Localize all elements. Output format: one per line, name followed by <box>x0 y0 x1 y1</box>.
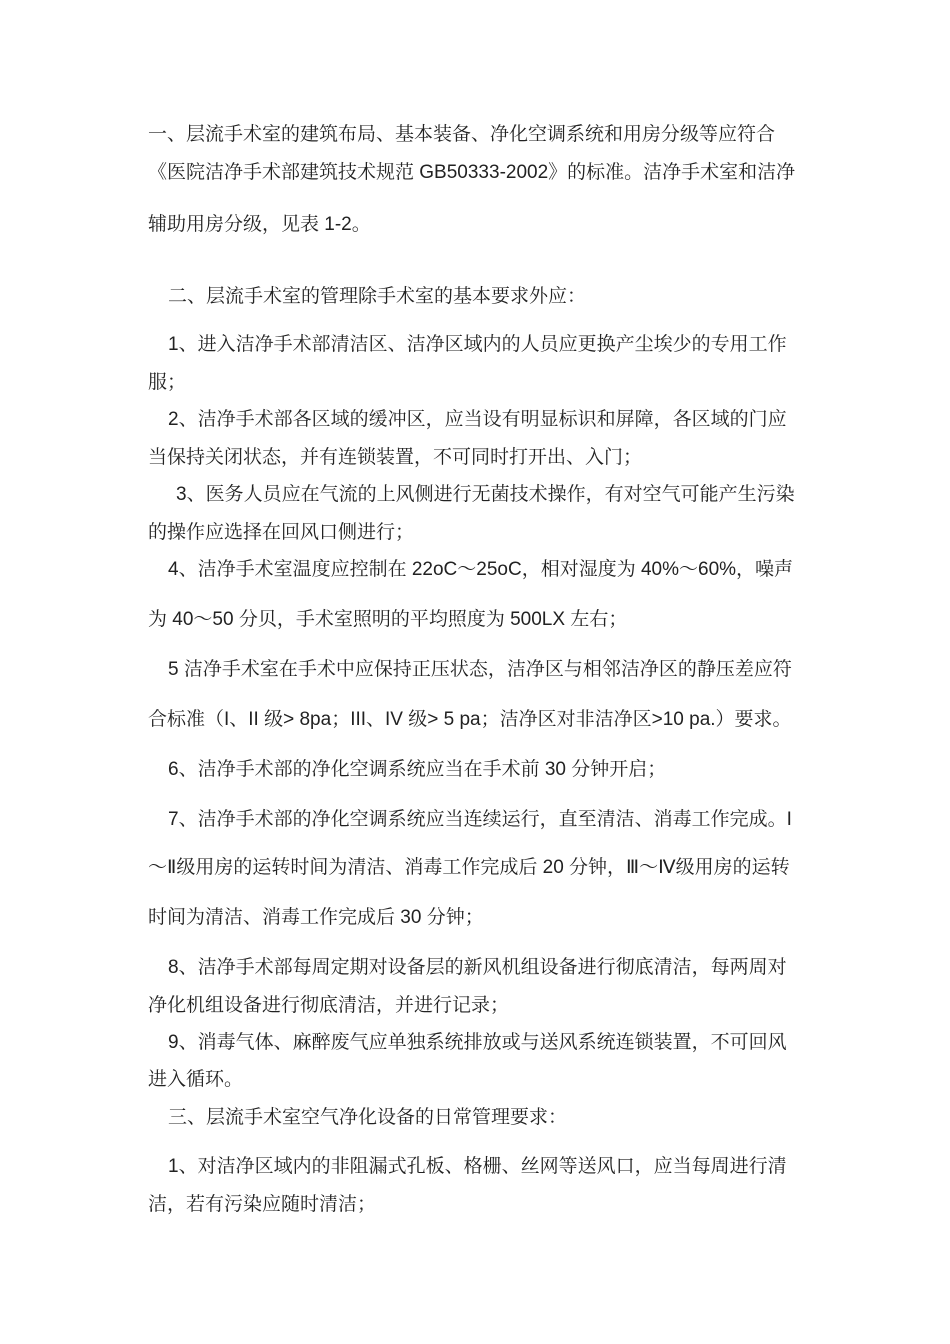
text-line: 7、洁净手术部的净化空调系统应当连续运行，直至清洁、消毒工作完成。I <box>168 809 792 830</box>
text-line: 8、洁净手术部每周定期对设备层的新风机组设备进行彻底清洁，每两周对 <box>168 957 787 978</box>
text-line: 6、洁净手术部的净化空调系统应当在手术前 30 分钟开启； <box>168 759 667 780</box>
text-line: 当保持关闭状态，并有连锁装置，不可同时打开出、入门； <box>148 447 643 468</box>
text-line: 2、洁净手术部各区域的缓冲区，应当设有明显标识和屏障，各区域的门应 <box>168 409 787 430</box>
heading-line: 二、层流手术室的管理除手术室的基本要求外应： <box>168 286 587 307</box>
text-line: 时间为清洁、消毒工作完成后 30 分钟； <box>148 907 484 928</box>
text-line: 1、进入洁净手术部清洁区、洁净区域内的人员应更换产尘埃少的专用工作 <box>168 334 787 355</box>
text-line: 1、对洁净区域内的非阻漏式孔板、格栅、丝网等送风口，应当每周进行清 <box>168 1156 787 1177</box>
text-line: 5 洁净手术室在手术中应保持正压状态，洁净区与相邻洁净区的静压差应符 <box>168 659 792 680</box>
text-line: 的操作应选择在回风口侧进行； <box>148 522 415 543</box>
text-line: 洁，若有污染应随时清洁； <box>148 1194 377 1215</box>
text-line: ～Ⅱ级用房的运转时间为清洁、消毒工作完成后 20 分钟，Ⅲ～Ⅳ级用房的运转 <box>148 857 790 878</box>
heading-line: 三、层流手术室空气净化设备的日常管理要求： <box>168 1107 568 1128</box>
text-line: 净化机组设备进行彻底清洁，并进行记录； <box>148 995 510 1016</box>
text-line: 合标准（I、II 级> 8pa；III、IV 级> 5 pa；洁净区对非洁净区>10 pa.）要求。 <box>148 709 792 730</box>
text-line: 进入循环。 <box>148 1069 244 1090</box>
text-line: 服； <box>148 372 187 393</box>
text-line: 《医院洁净手术部建筑技术规范 GB50333-2002》的标准。洁净手术室和洁净 <box>148 162 796 183</box>
text-line: 3、医务人员应在气流的上风侧进行无菌技术操作，有对空气可能产生污染 <box>176 484 795 505</box>
text-line: 9、消毒气体、麻醉废气应单独系统排放或与送风系统连锁装置，不可回风 <box>168 1032 787 1053</box>
text-line: 4、洁净手术室温度应控制在 22oC～25oC，相对湿度为 40%～60%，噪声 <box>168 559 794 580</box>
text-line: 为 40～50 分贝，手术室照明的平均照度为 500LX 左右； <box>148 609 628 630</box>
text-line: 一、层流手术室的建筑布局、基本装备、净化空调系统和用房分级等应符合 <box>148 124 776 145</box>
text-line: 辅助用房分级，见表 1-2。 <box>148 214 371 235</box>
